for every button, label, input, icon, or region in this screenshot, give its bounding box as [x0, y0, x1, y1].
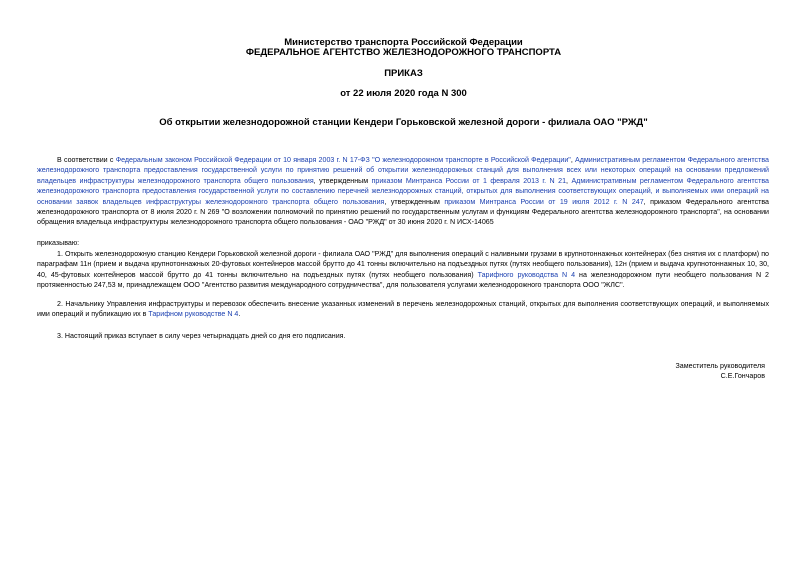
order-item-3 [37, 331, 769, 341]
preamble-text-2: , [570, 156, 576, 164]
preamble-text-5: , утвержденным [384, 197, 445, 206]
ministry-name: Министерство транспорта Российской Федерации [284, 37, 523, 48]
link-order-21[interactable]: приказом Минтранса России от 1 февраля 2013 г. N 21 [371, 176, 567, 185]
order-item-2 [37, 299, 769, 320]
signatory-name: С.Е.Гончаров [720, 372, 765, 380]
preamble-text-3: , утвержденным [313, 176, 372, 185]
link-admin-regulation-1[interactable]: Административным регламентом Федерального агентства железнодорожного транспорта предоставления государственной услуги по принятию решений об открытии железнодорожных станций для выполнения всех или некоторых операций на основании предложений владельцев инфраструктуры железнодорожного транспорта общего пользования [37, 156, 769, 185]
item1-text-1: 1. Открыть железнодорожную станцию Кендери Горьковской железной дороги - филиала ОАО "РЖД" для выполнения операций с наливными грузами в крупнотоннажных контейнерах (без снятия их с платформ) по параграфам 11н (прием и выдача крупнотоннажных 20-футовых контейнеров массой брутто до 41 тонны включительно на подъездных путях (путях необщего пользования), 12н (прием и выдача крупнотоннажных 10, 30, 40, 45-футовых контейнеров массой брутто до 41 тонны включительно на подъездных путях (путях необщего пользования) [37, 250, 769, 279]
link-admin-regulation-2[interactable]: Административным регламентом Федерального агентства железнодорожного транспорта предоставления государственной услуги по составлению перечней железнодорожных станций, открытых для выполнения соответствующих операций, и выполняемых ими операций на основании заявок владельцев инфраструктуры железнодорожного транспорта общего пользования [37, 176, 769, 206]
document-title: Об открытии железнодорожной станции Кендери Горьковской железной дороги - филиала ОАО "РЖД" [159, 117, 648, 128]
preamble-paragraph [37, 155, 769, 228]
preamble-text-1: В соответствии с [57, 156, 116, 164]
link-federal-law[interactable]: Федеральным законом Российской Федерации от 10 января 2003 г. N 17-ФЗ "О железнодорожном транспорте в Российской Федерации" [115, 156, 571, 164]
agency-name: ФЕДЕРАЛЬНОЕ АГЕНТСТВО ЖЕЛЕЗНОДОРОЖНОГО ТРАНСПОРТА [245, 47, 562, 58]
item3-text-1: 3. Настоящий приказ вступает в силу через четырнадцать дней со дня его подписания. [57, 332, 346, 340]
link-order-247[interactable]: приказом Минтранса России от 19 июля 2012 г. N 247 [444, 197, 644, 206]
signatory-position: Заместитель руководителя [675, 362, 765, 370]
preamble-text-4: , [566, 176, 572, 185]
item2-text-2: . [238, 310, 241, 319]
link-tariff-guide-4[interactable]: Тарифного руководства N 4 [477, 270, 576, 279]
document-date-number: от 22 июля 2020 года N 300 [340, 88, 467, 99]
link-tariff-guide-4-b[interactable]: Тарифном руководстве N 4 [148, 310, 239, 319]
ordered-label: приказываю: [37, 239, 80, 247]
item2-text-1: 2. Начальнику Управления инфраструктуры и перевозок обеспечить внесение указанных изменений в перечень железнодорожных станций, открытых для выполнения соответствующих операций, и выполняемых ими операций и публикацию их в [37, 300, 769, 319]
item1-text-2: на железнодорожном пути необщего пользования N 2 протяженностью 247,53 м, принадлежащем ООО "Агентство развития международного сотрудничества", для пользователя услугами железнодорожного транспорта ООО "ЖЛС". [37, 270, 770, 290]
preamble-text-6: , приказом Федерального агентства железнодорожного транспорта от 8 июля 2020 г. N 269 "О возложении полномочий по принятию решений по государственным услугам и функциям Федерального агентства железнодорожного транспорта", на основании обращения владельца инфраструктуры железнодорожного транспорта общего пользования - ОАО "РЖД" от 30 июня 2020 г. N ИСХ-14065 [37, 197, 770, 227]
document-type: ПРИКАЗ [384, 68, 423, 79]
order-item-1 [37, 249, 769, 291]
